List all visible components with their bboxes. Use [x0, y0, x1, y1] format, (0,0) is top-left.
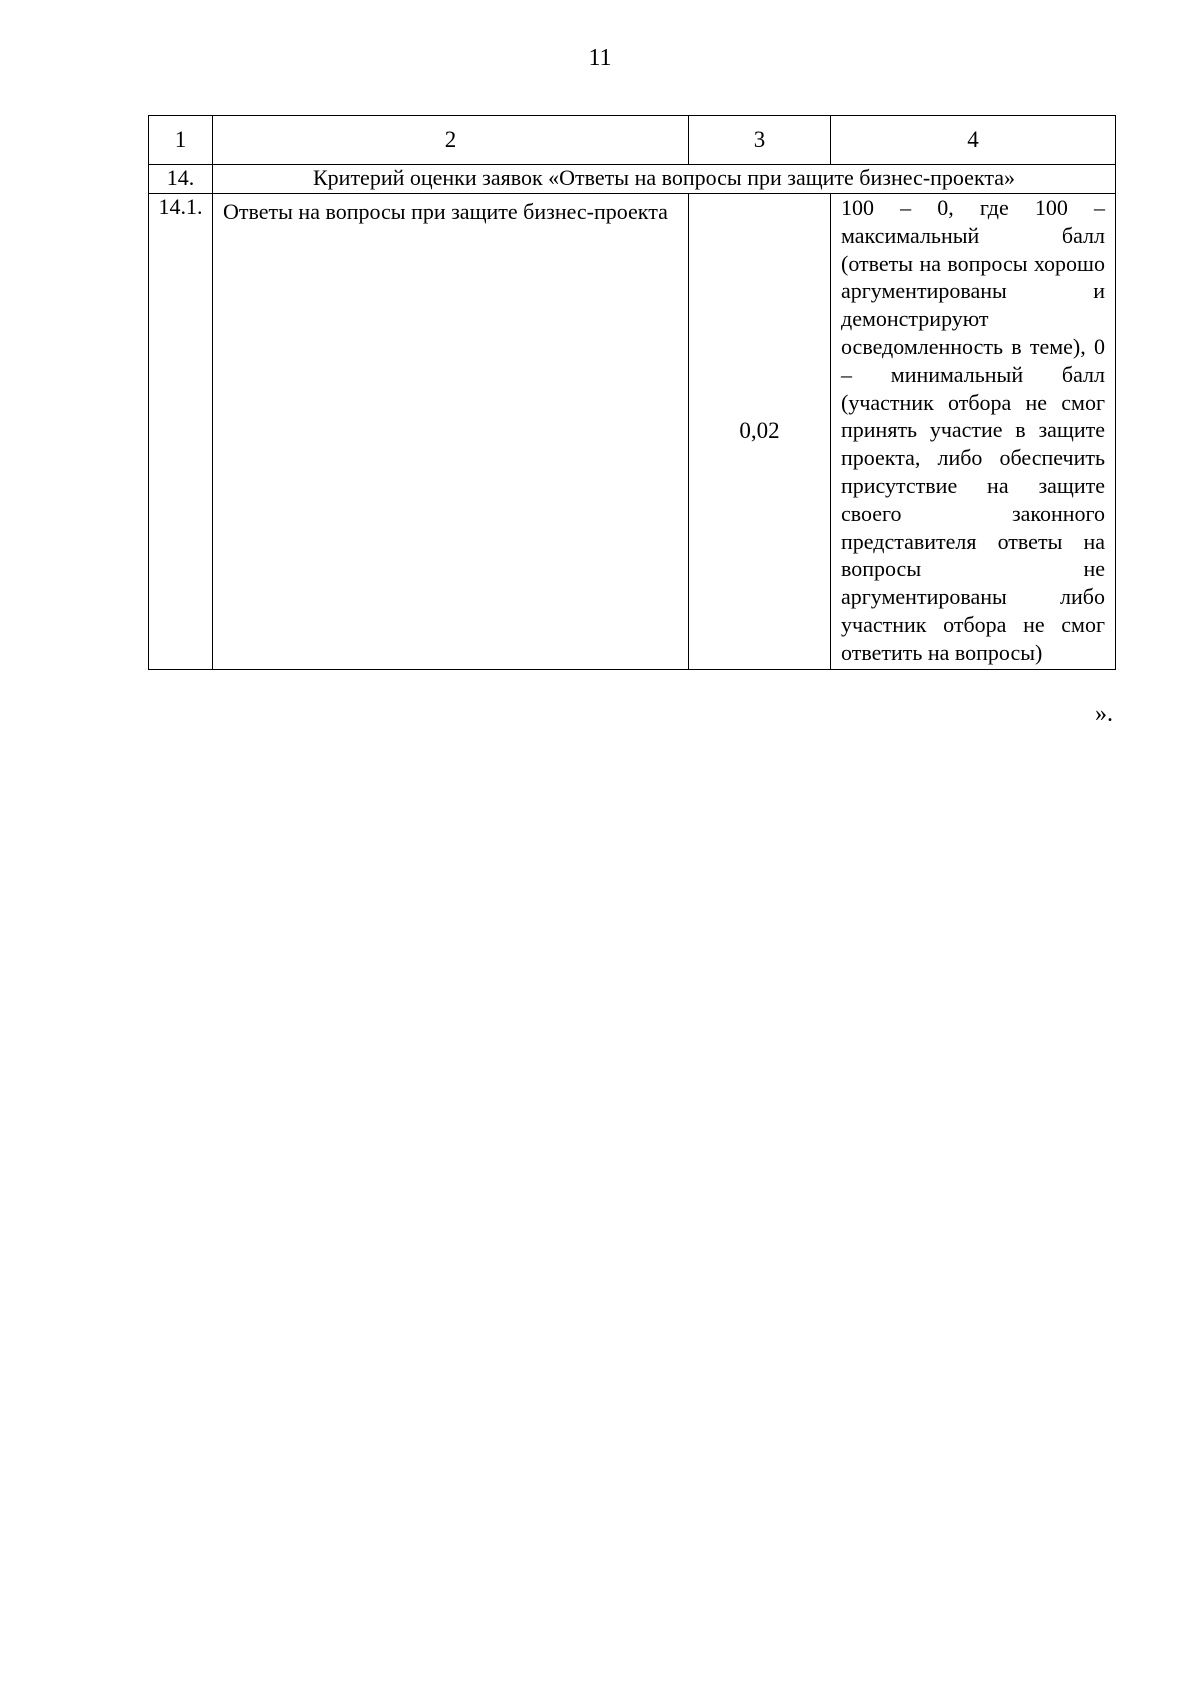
criterion-description: 100 – 0, где 100 – максимальный балл (ответы на вопросы хорошо аргументированы и демонстрируют осведомленность в теме), 0 – минимальный балл (участник отбора не смог принять участие в защите проекта, либо обеспечить присутствие на защите своего законного представителя ответы на вопросы не аргументированы либо участник отбора не смог ответить на вопросы) [831, 194, 1116, 670]
table-row [149, 194, 1116, 670]
section-title: Критерий оценки заявок «Ответы на вопросы при защите бизнес-проекта» [213, 165, 1116, 194]
closing-quote-mark: ». [1095, 701, 1113, 727]
header-cell-3: 3 [689, 116, 831, 165]
criteria-table [148, 115, 1116, 670]
table-header-row [149, 116, 1116, 165]
row-number: 14.1. [149, 194, 213, 670]
header-cell-4: 4 [831, 116, 1116, 165]
criterion-name: Ответы на вопросы при защите бизнес-проекта [213, 194, 689, 670]
header-cell-2: 2 [213, 116, 689, 165]
section-row [149, 165, 1116, 194]
section-number: 14. [149, 165, 213, 194]
criterion-weight: 0,02 [689, 194, 831, 670]
page-number: 11 [588, 45, 612, 71]
header-cell-1: 1 [149, 116, 213, 165]
